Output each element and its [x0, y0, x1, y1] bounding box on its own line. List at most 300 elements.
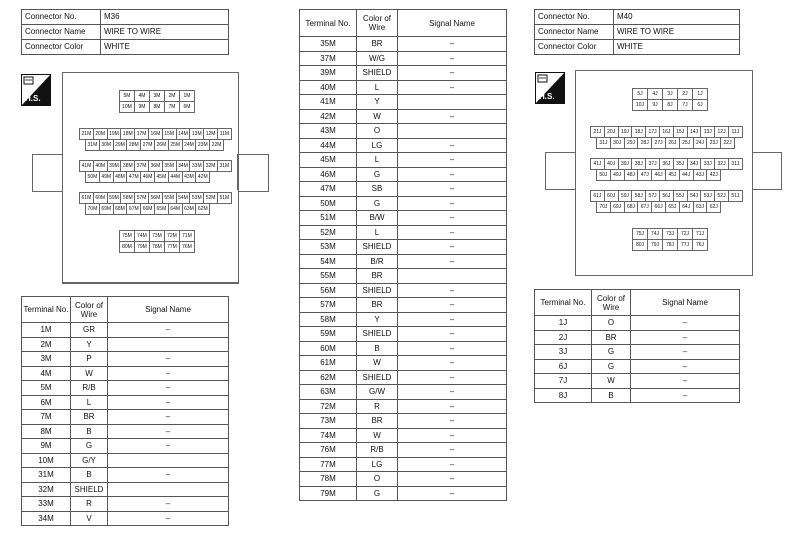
cavity-label: 42J — [706, 169, 721, 181]
terminal-cell: 50M — [300, 196, 357, 211]
terminal-cell: 46M — [300, 167, 357, 182]
wire-color-cell: W — [357, 428, 398, 443]
signal-name-cell: – — [108, 323, 229, 338]
wire-color-cell: SHIELD — [357, 327, 398, 342]
cavity-label: 35J — [673, 158, 688, 170]
cavity-label: 35M — [162, 160, 177, 172]
cavity-label: 63J — [693, 201, 708, 213]
signal-name-cell: – — [398, 254, 507, 269]
cavity-label: 45M — [154, 171, 169, 183]
terminal-cell: 37M — [300, 51, 357, 66]
terminal-cell: 4M — [22, 366, 71, 381]
cavity-label: 34J — [687, 158, 702, 170]
table-row — [535, 330, 740, 345]
m36-hs-label: H.S. — [25, 94, 41, 103]
cavity-label: 36M — [148, 160, 163, 172]
terminal-cell: 3M — [22, 352, 71, 367]
cavity-label: 39M — [107, 160, 122, 172]
cavity-label: 43J — [693, 169, 708, 181]
middle-header-signal: Signal Name — [398, 10, 507, 37]
cavity-label: 65J — [665, 201, 680, 213]
signal-name-cell: – — [398, 51, 507, 66]
cavity-label: 43M — [182, 171, 197, 183]
signal-name-cell: – — [631, 388, 740, 403]
table-row — [300, 37, 507, 52]
cavity-label: 54J — [687, 190, 702, 202]
cavity-label: 61M — [79, 192, 94, 204]
wire-color-cell: W — [71, 366, 108, 381]
wire-color-cell: L — [71, 395, 108, 410]
terminal-cell: 63M — [300, 385, 357, 400]
m36-header-color: Color of Wire — [71, 297, 108, 323]
cavity-label: 71J — [692, 228, 708, 240]
wire-color-cell: B — [592, 388, 631, 403]
cavity-label: 64J — [679, 201, 694, 213]
cavity-label: 24M — [182, 139, 197, 151]
table-row — [22, 410, 229, 425]
signal-name-cell: – — [398, 399, 507, 414]
cavity-label: 49M — [99, 171, 114, 183]
terminal-cell: 33M — [22, 497, 71, 512]
cavity-label: 29M — [113, 139, 128, 151]
m36-color-label: Connector Color — [22, 40, 101, 55]
terminal-cell: 54M — [300, 254, 357, 269]
m36-cavities-top — [120, 90, 195, 113]
wire-color-cell: G — [71, 439, 108, 454]
terminal-cell: 79M — [300, 486, 357, 501]
terminal-cell: 32M — [22, 482, 71, 497]
m40-header-terminal: Terminal No. — [535, 290, 592, 316]
middle-header-color: Color of Wire — [357, 10, 398, 37]
m40-header-signal: Signal Name — [631, 290, 740, 316]
middle-header-terminal: Terminal No. — [300, 10, 357, 37]
terminal-cell: 58M — [300, 312, 357, 327]
signal-name-cell — [398, 124, 507, 139]
cavity-label: 53M — [189, 192, 204, 204]
cavity-label: 52M — [203, 192, 218, 204]
cavity-label: 75J — [632, 228, 648, 240]
terminal-cell: 47M — [300, 182, 357, 197]
cavity-label: 67J — [637, 201, 652, 213]
signal-name-cell — [398, 95, 507, 110]
terminal-cell: 7M — [22, 410, 71, 425]
terminal-cell: 55M — [300, 269, 357, 284]
cavity-label: 38J — [631, 158, 646, 170]
wire-color-cell: O — [592, 316, 631, 331]
table-row — [22, 395, 229, 410]
table-row — [22, 424, 229, 439]
signal-name-cell: – — [108, 410, 229, 425]
table-row — [300, 211, 507, 226]
table-row — [300, 312, 507, 327]
cavity-label: 56J — [659, 190, 674, 202]
signal-name-cell: – — [398, 385, 507, 400]
signal-name-cell: – — [398, 443, 507, 458]
wire-color-cell: BR — [357, 37, 398, 52]
signal-name-cell — [108, 482, 229, 497]
table-row — [300, 240, 507, 255]
m40-no-label: Connector No. — [535, 10, 614, 25]
cavity-label: 69M — [99, 203, 114, 215]
cavity-label: 69J — [610, 201, 625, 213]
m36-name-value: WIRE TO WIRE — [101, 25, 229, 40]
table-row — [300, 95, 507, 110]
signal-name-cell — [398, 269, 507, 284]
signal-name-cell: – — [398, 341, 507, 356]
cavity-label: 46M — [140, 171, 155, 183]
m40-cavities-bottom — [633, 228, 708, 251]
cavity-label: 32J — [714, 158, 729, 170]
table-row — [300, 153, 507, 168]
cavity-label: 13M — [189, 128, 204, 140]
cavity-label: 41M — [79, 160, 94, 172]
wire-color-cell: Y — [357, 312, 398, 327]
cavity-label: 37M — [134, 160, 149, 172]
terminal-cell: 10M — [22, 453, 71, 468]
signal-name-cell: – — [108, 395, 229, 410]
cavity-label: 44J — [679, 169, 694, 181]
cavity-label: 63M — [182, 203, 197, 215]
m40-cavities-row1 — [591, 126, 743, 149]
cavity-label: 7J — [677, 99, 693, 111]
signal-name-cell: – — [398, 414, 507, 429]
table-row — [300, 138, 507, 153]
terminal-cell: 5M — [22, 381, 71, 396]
cavity-label: 54M — [176, 192, 191, 204]
cavity-label: 66J — [651, 201, 666, 213]
cavity-label: 33M — [189, 160, 204, 172]
signal-name-cell: – — [398, 312, 507, 327]
cavity-label: 77M — [164, 241, 180, 253]
cavity-label: 9J — [647, 99, 663, 111]
cavity-label: 1M — [179, 90, 195, 102]
table-row — [22, 497, 229, 512]
cavity-label: 26M — [154, 139, 169, 151]
cavity-label: 30M — [99, 139, 114, 151]
terminal-cell: 72M — [300, 399, 357, 414]
wire-color-cell: R/B — [71, 381, 108, 396]
wire-color-cell: G/Y — [71, 453, 108, 468]
wire-color-cell: P — [71, 352, 108, 367]
terminal-cell: 6J — [535, 359, 592, 374]
wire-color-cell: SHIELD — [357, 283, 398, 298]
cavity-label: 67M — [126, 203, 141, 215]
cavity-label: 65M — [154, 203, 169, 215]
cavity-label: 39J — [618, 158, 633, 170]
cavity-label: 11J — [728, 126, 743, 138]
wire-color-cell: SHIELD — [357, 370, 398, 385]
cavity-label: 38M — [120, 160, 135, 172]
cavity-label: 8M — [149, 101, 165, 113]
m36-cavities-row2 — [80, 160, 232, 183]
signal-name-cell: – — [398, 66, 507, 81]
table-row — [300, 486, 507, 501]
cavity-label: 7M — [164, 101, 180, 113]
terminal-cell: 61M — [300, 356, 357, 371]
signal-name-cell: – — [108, 511, 229, 526]
wire-color-cell: Y — [71, 337, 108, 352]
cavity-label: 62J — [706, 201, 721, 213]
table-row — [300, 356, 507, 371]
cavity-label: 11M — [217, 128, 232, 140]
wire-color-cell: SHIELD — [357, 66, 398, 81]
wire-color-cell: BR — [592, 330, 631, 345]
signal-name-cell: – — [108, 424, 229, 439]
table-row — [300, 196, 507, 211]
wire-color-cell: R/B — [357, 443, 398, 458]
table-row — [300, 124, 507, 139]
table-row — [300, 51, 507, 66]
cavity-label: 15M — [162, 128, 177, 140]
cavity-label: 10M — [119, 101, 135, 113]
wire-color-cell: L — [357, 225, 398, 240]
cavity-label: 72M — [164, 230, 180, 242]
terminal-cell: 35M — [300, 37, 357, 52]
terminal-cell: 9M — [22, 439, 71, 454]
cavity-label: 71M — [179, 230, 195, 242]
cavity-label: 61J — [590, 190, 605, 202]
cavity-label: 70J — [596, 201, 611, 213]
cavity-label: 68J — [624, 201, 639, 213]
table-row — [22, 381, 229, 396]
wire-color-cell: LG — [357, 138, 398, 153]
terminal-cell: 57M — [300, 298, 357, 313]
cavity-label: 25M — [168, 139, 183, 151]
signal-name-cell: – — [398, 428, 507, 443]
signal-name-cell — [108, 337, 229, 352]
table-row — [300, 254, 507, 269]
cavity-label: 73J — [662, 228, 678, 240]
cavity-label: 19J — [618, 126, 633, 138]
cavity-label: 2M — [164, 90, 180, 102]
wire-color-cell: B — [71, 424, 108, 439]
signal-name-cell: – — [398, 37, 507, 52]
signal-name-cell: – — [108, 468, 229, 483]
cavity-label: 21M — [79, 128, 94, 140]
signal-name-cell: – — [108, 497, 229, 512]
signal-name-cell: – — [631, 316, 740, 331]
cavity-label: 12J — [714, 126, 729, 138]
wire-color-cell: Y — [357, 95, 398, 110]
table-row — [535, 388, 740, 403]
cavity-label: 49J — [610, 169, 625, 181]
terminal-cell: 76M — [300, 443, 357, 458]
m40-connector-face — [545, 70, 781, 274]
cavity-label: 53J — [700, 190, 715, 202]
wire-color-cell: W — [592, 374, 631, 389]
wire-color-cell: LG — [357, 457, 398, 472]
cavity-label: 52J — [714, 190, 729, 202]
terminal-cell: 42M — [300, 109, 357, 124]
cavity-label: 4J — [647, 88, 663, 100]
cavity-label: 66M — [140, 203, 155, 215]
cavity-label: 59J — [618, 190, 633, 202]
cavity-label: 60J — [604, 190, 619, 202]
signal-name-cell: – — [398, 472, 507, 487]
cavity-label: 23M — [195, 139, 210, 151]
terminal-cell: 8J — [535, 388, 592, 403]
cavity-label: 70M — [85, 203, 100, 215]
table-row — [300, 80, 507, 95]
cavity-label: 5M — [119, 90, 135, 102]
cavity-label: 16J — [659, 126, 674, 138]
wire-color-cell: G — [357, 486, 398, 501]
signal-name-cell: – — [398, 109, 507, 124]
cavity-label: 40J — [604, 158, 619, 170]
cavity-label: 57M — [134, 192, 149, 204]
m36-name-label: Connector Name — [22, 25, 101, 40]
terminal-cell: 40M — [300, 80, 357, 95]
wire-color-cell: V — [71, 511, 108, 526]
wire-color-cell: SHIELD — [71, 482, 108, 497]
terminal-cell: 45M — [300, 153, 357, 168]
cavity-label: 17M — [134, 128, 149, 140]
terminal-cell: 8M — [22, 424, 71, 439]
cavity-label: 79M — [134, 241, 150, 253]
wire-color-cell: SB — [357, 182, 398, 197]
m36-info-table — [21, 9, 229, 55]
cavity-label: 42M — [195, 171, 210, 183]
terminal-cell: 41M — [300, 95, 357, 110]
signal-name-cell: – — [108, 439, 229, 454]
terminal-cell: 56M — [300, 283, 357, 298]
cavity-label: 37J — [645, 158, 660, 170]
cavity-label: 78M — [149, 241, 165, 253]
cavity-label: 14M — [176, 128, 191, 140]
signal-name-cell: – — [398, 283, 507, 298]
signal-name-cell: – — [398, 211, 507, 226]
signal-name-cell: – — [398, 327, 507, 342]
cavity-label: 18M — [120, 128, 135, 140]
table-row — [300, 182, 507, 197]
wire-color-cell: R — [71, 497, 108, 512]
cavity-label: 55M — [162, 192, 177, 204]
m36-cavities-bottom — [120, 230, 195, 253]
cavity-label: 31J — [596, 137, 611, 149]
table-row — [535, 316, 740, 331]
cavity-label: 58J — [631, 190, 646, 202]
wire-color-cell: BR — [357, 298, 398, 313]
cavity-label: 48M — [113, 171, 128, 183]
signal-name-cell: – — [398, 457, 507, 472]
terminal-cell: 62M — [300, 370, 357, 385]
wire-color-cell: BR — [71, 410, 108, 425]
cavity-label: 25J — [679, 137, 694, 149]
cavity-label: 27M — [140, 139, 155, 151]
middle-pin-table — [299, 9, 507, 501]
cavity-label: 51M — [217, 192, 232, 204]
table-row — [300, 341, 507, 356]
cavity-label: 58M — [120, 192, 135, 204]
table-row — [300, 327, 507, 342]
table-row — [22, 352, 229, 367]
table-row — [22, 511, 229, 526]
terminal-cell: 1M — [22, 323, 71, 338]
cavity-label: 6J — [692, 99, 708, 111]
m36-header-terminal: Terminal No. — [22, 297, 71, 323]
table-row — [300, 298, 507, 313]
terminal-cell: 43M — [300, 124, 357, 139]
cavity-label: 41J — [590, 158, 605, 170]
cavity-label: 3M — [149, 90, 165, 102]
terminal-cell: 3J — [535, 345, 592, 360]
cavity-label: 77J — [677, 239, 693, 251]
wire-color-cell: W/G — [357, 51, 398, 66]
terminal-cell: 77M — [300, 457, 357, 472]
table-row — [300, 283, 507, 298]
cavity-label: 56M — [148, 192, 163, 204]
table-row — [300, 443, 507, 458]
terminal-cell: 7J — [535, 374, 592, 389]
terminal-cell: 44M — [300, 138, 357, 153]
cavity-label: 4M — [134, 90, 150, 102]
signal-name-cell: – — [398, 80, 507, 95]
wire-color-cell: O — [357, 124, 398, 139]
wire-color-cell: BR — [357, 414, 398, 429]
cavity-label: 14J — [687, 126, 702, 138]
wire-color-cell: B — [357, 341, 398, 356]
cavity-label: 12M — [203, 128, 218, 140]
wire-color-cell: GR — [71, 323, 108, 338]
terminal-cell: 1J — [535, 316, 592, 331]
table-row — [300, 457, 507, 472]
cavity-label: 33J — [700, 158, 715, 170]
terminal-cell: 60M — [300, 341, 357, 356]
m40-color-label: Connector Color — [535, 40, 614, 55]
cavity-label: 76M — [179, 241, 195, 253]
cavity-label: 20M — [93, 128, 108, 140]
cavity-label: 17J — [645, 126, 660, 138]
cavity-label: 18J — [631, 126, 646, 138]
cavity-label: 16M — [148, 128, 163, 140]
table-row — [300, 472, 507, 487]
signal-name-cell: – — [398, 138, 507, 153]
wire-color-cell: R — [357, 399, 398, 414]
cavity-label: 45J — [665, 169, 680, 181]
cavity-label: 76J — [692, 239, 708, 251]
m36-cavities-row1 — [80, 128, 232, 151]
cavity-label: 73M — [149, 230, 165, 242]
m36-color-value: WHITE — [101, 40, 229, 55]
table-row — [300, 414, 507, 429]
signal-name-cell: – — [398, 298, 507, 313]
terminal-cell: 2M — [22, 337, 71, 352]
signal-name-cell: – — [398, 225, 507, 240]
signal-name-cell: – — [108, 381, 229, 396]
cavity-label: 31M — [217, 160, 232, 172]
cavity-label: 3J — [662, 88, 678, 100]
wire-color-cell: G — [357, 196, 398, 211]
m40-cavities-row3 — [591, 190, 743, 213]
table-row — [535, 359, 740, 374]
table-row — [300, 66, 507, 81]
m36-header-signal: Signal Name — [108, 297, 229, 323]
m40-cavities-top — [633, 88, 708, 111]
m40-header-color: Color of Wire — [592, 290, 631, 316]
cavity-label: 59M — [107, 192, 122, 204]
cavity-label: 40M — [93, 160, 108, 172]
cavity-label: 47J — [637, 169, 652, 181]
cavity-label: 9M — [134, 101, 150, 113]
m36-no-value: M36 — [101, 10, 229, 25]
table-row — [300, 399, 507, 414]
cavity-label: 46J — [651, 169, 666, 181]
cavity-label: 79J — [647, 239, 663, 251]
signal-name-cell: – — [398, 196, 507, 211]
cavity-label: 1J — [692, 88, 708, 100]
wire-color-cell: BR — [357, 269, 398, 284]
cavity-label: 60M — [93, 192, 108, 204]
